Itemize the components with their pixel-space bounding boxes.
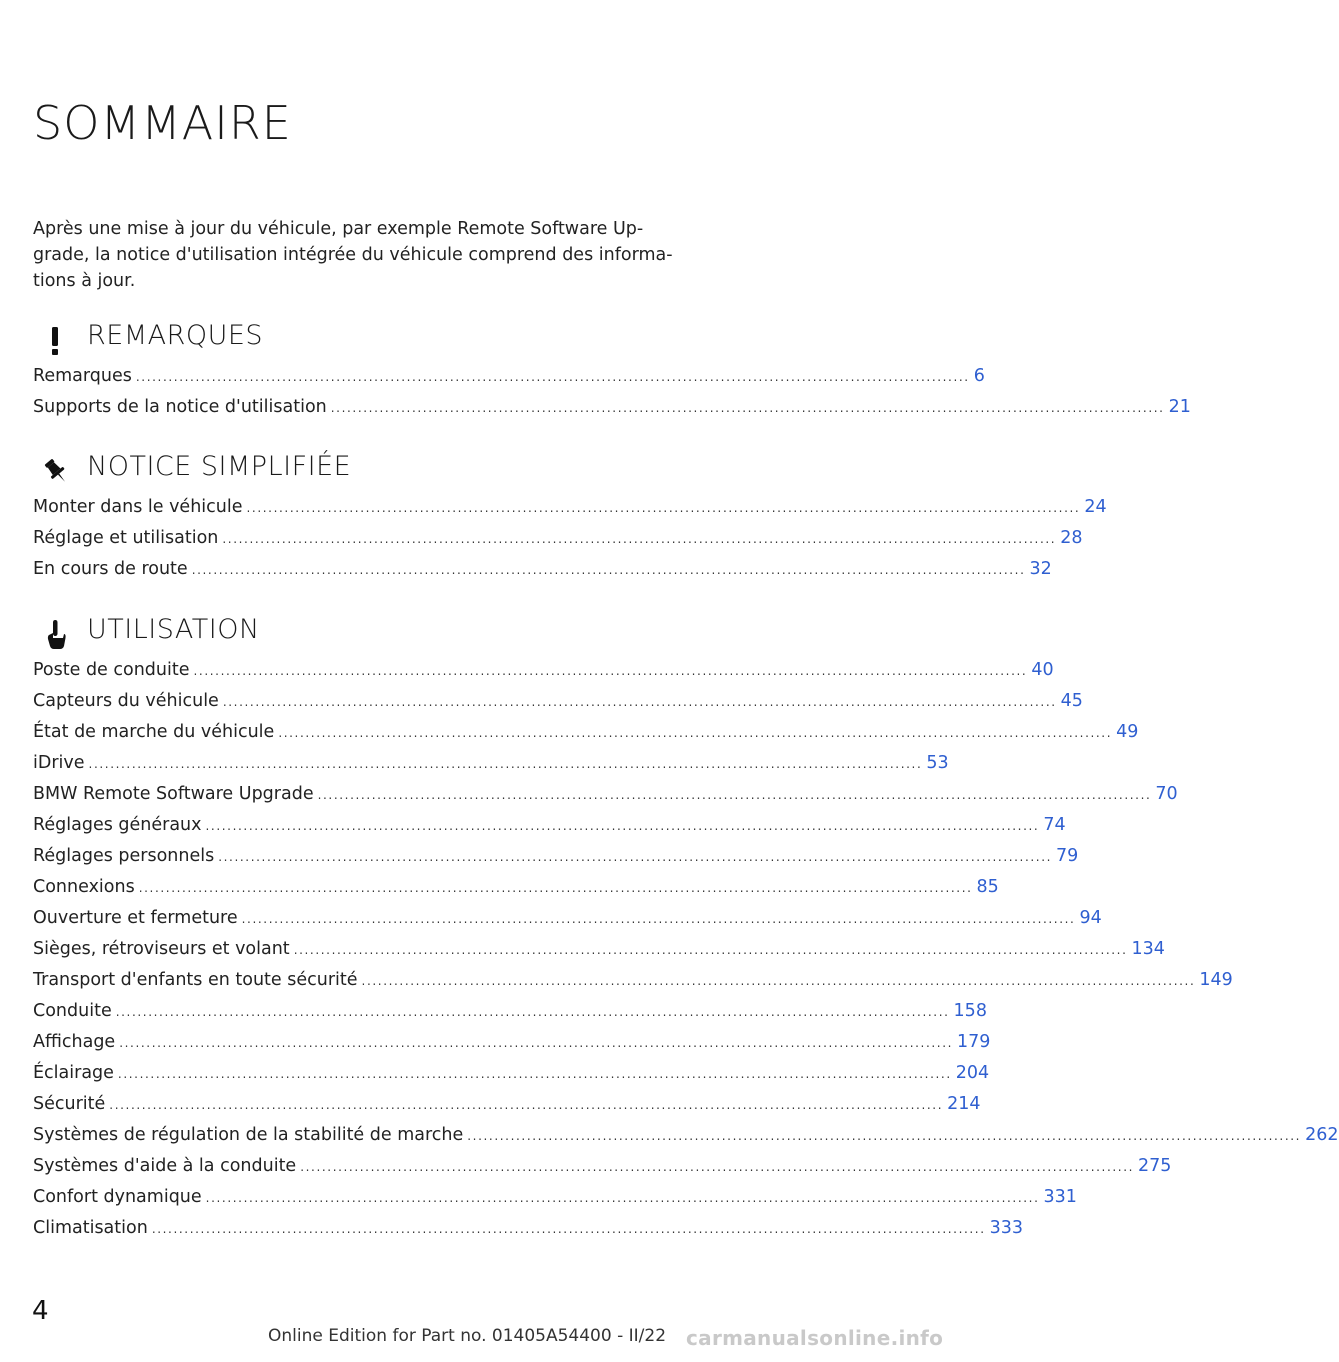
section-title: NOTICE SIMPLIFIÉE bbox=[87, 451, 352, 482]
dot-leader: .......................................................................................................................................................... bbox=[205, 819, 1040, 833]
toc-entry-label: Climatisation bbox=[33, 1218, 148, 1238]
toc-entry-label: Supports de la notice d'utilisation bbox=[33, 397, 327, 417]
watermark: carmanualsonline.info bbox=[686, 1326, 944, 1350]
pushpin-icon bbox=[41, 455, 71, 487]
section-heading bbox=[33, 449, 688, 493]
toc-entry[interactable] bbox=[33, 846, 1079, 877]
toc-entry-label: Connexions bbox=[33, 877, 135, 897]
toc-entry-label: Poste de conduite bbox=[33, 660, 190, 680]
toc-list bbox=[33, 366, 1191, 428]
toc-list bbox=[33, 497, 1107, 590]
toc-entry-label: État de marche du véhicule bbox=[33, 722, 275, 742]
toc-entry-label: Capteurs du véhicule bbox=[33, 691, 219, 711]
toc-entry-label: Éclairage bbox=[33, 1063, 114, 1083]
toc-page-link[interactable]: 53 bbox=[926, 753, 949, 773]
toc-entry-label: Monter dans le véhicule bbox=[33, 497, 243, 517]
dot-leader: .......................................................................................................................................................... bbox=[246, 501, 1081, 515]
dot-leader: .......................................................................................................................................................... bbox=[293, 943, 1128, 957]
toc-entry-label: Sécurité bbox=[33, 1094, 106, 1114]
dot-leader: .......................................................................................................................................................... bbox=[222, 695, 1057, 709]
dot-leader: .......................................................................................................................................................... bbox=[241, 912, 1076, 926]
toc-page-link[interactable]: 331 bbox=[1043, 1187, 1077, 1207]
dot-leader: .......................................................................................................................................................... bbox=[119, 1036, 954, 1050]
toc-entry-label: Réglage et utilisation bbox=[33, 528, 219, 548]
page-title: SOMMAIRE bbox=[33, 96, 292, 150]
dot-leader: .......................................................................................................................................................... bbox=[330, 401, 1165, 415]
dot-leader: .......................................................................................................................................................... bbox=[300, 1160, 1135, 1174]
dot-leader: .......................................................................................................................................................... bbox=[222, 532, 1057, 546]
toc-entry[interactable] bbox=[33, 1125, 1339, 1156]
toc-page-link[interactable]: 28 bbox=[1060, 528, 1083, 548]
toc-entry[interactable] bbox=[33, 1156, 1172, 1187]
intro-text: Après une mise à jour du véhicule, par exemple Remote Software Up-grade, la notice d'utilisation intégrée du véhicule comprend des informa-tions à jour. bbox=[33, 219, 673, 291]
toc-entry-label: Ouverture et fermeture bbox=[33, 908, 238, 928]
toc-entry[interactable] bbox=[33, 1187, 1077, 1218]
toc-page-link[interactable]: 149 bbox=[1199, 970, 1233, 990]
toc-entry-label: Systèmes d'aide à la conduite bbox=[33, 1156, 297, 1176]
section-title: REMARQUES bbox=[87, 320, 264, 351]
footer-edition: Online Edition for Part no. 01405A54400 - II/22 bbox=[268, 1326, 667, 1346]
toc-entry[interactable] bbox=[33, 1218, 1024, 1249]
toc-page-link[interactable]: 179 bbox=[957, 1032, 991, 1052]
toc-page-link[interactable]: 49 bbox=[1116, 722, 1139, 742]
dot-leader: .......................................................................................................................................................... bbox=[205, 1191, 1040, 1205]
dot-leader: .......................................................................................................................................................... bbox=[278, 726, 1113, 740]
pointing-hand-icon bbox=[41, 618, 71, 650]
toc-entry[interactable] bbox=[33, 722, 1139, 753]
page-number: 4 bbox=[32, 1296, 49, 1326]
toc-entry-label: Conduite bbox=[33, 1001, 112, 1021]
dot-leader: .......................................................................................................................................................... bbox=[88, 757, 923, 771]
toc-entry[interactable] bbox=[33, 815, 1066, 846]
section-title: UTILISATION bbox=[87, 614, 260, 645]
dot-leader: .......................................................................................................................................................... bbox=[151, 1222, 986, 1236]
toc-entry-label: Sièges, rétroviseurs et volant bbox=[33, 939, 290, 959]
section-notice-simplifiee bbox=[33, 449, 1107, 590]
toc-entry-label: Confort dynamique bbox=[33, 1187, 202, 1207]
toc-page-link[interactable]: 79 bbox=[1056, 846, 1079, 866]
toc-entry-label: Systèmes de régulation de la stabilité de marche bbox=[33, 1125, 464, 1145]
toc-entry-label: Affichage bbox=[33, 1032, 116, 1052]
toc-entry[interactable] bbox=[33, 366, 985, 397]
toc-page-link[interactable]: 158 bbox=[953, 1001, 987, 1021]
toc-page-link[interactable]: 70 bbox=[1155, 784, 1178, 804]
dot-leader: .......................................................................................................................................................... bbox=[191, 563, 1026, 577]
toc-entry[interactable] bbox=[33, 660, 1054, 691]
dot-leader: .......................................................................................................................................................... bbox=[193, 664, 1028, 678]
toc-entry-label: Réglages généraux bbox=[33, 815, 202, 835]
dot-leader: .......................................................................................................................................................... bbox=[218, 850, 1053, 864]
section-heading bbox=[33, 318, 688, 362]
toc-entry[interactable] bbox=[33, 1063, 990, 1094]
dot-leader: .......................................................................................................................................................... bbox=[467, 1129, 1302, 1143]
dot-leader: .......................................................................................................................................................... bbox=[361, 974, 1196, 988]
section-heading bbox=[33, 612, 688, 656]
section-remarques bbox=[33, 318, 1191, 428]
toc-entry[interactable] bbox=[33, 1032, 991, 1063]
toc-page-link[interactable]: 204 bbox=[955, 1063, 990, 1083]
toc-entry-label: Remarques bbox=[33, 366, 132, 386]
toc-entry[interactable] bbox=[33, 753, 949, 784]
toc-entry[interactable] bbox=[33, 1001, 987, 1032]
toc-entry-label: BMW Remote Software Upgrade bbox=[33, 784, 314, 804]
toc-page-link[interactable]: 74 bbox=[1043, 815, 1066, 835]
toc-page-link[interactable]: 45 bbox=[1060, 691, 1083, 711]
toc-page-link[interactable]: 40 bbox=[1031, 660, 1054, 680]
toc-page-link[interactable]: 32 bbox=[1029, 559, 1052, 579]
dot-leader: .......................................................................................................................................................... bbox=[117, 1067, 952, 1081]
toc-entry[interactable] bbox=[33, 691, 1083, 722]
dot-leader: .......................................................................................................................................................... bbox=[109, 1098, 944, 1112]
toc-page-link[interactable]: 6 bbox=[973, 366, 985, 386]
toc-entry[interactable] bbox=[33, 528, 1083, 559]
toc-entry[interactable] bbox=[33, 1094, 981, 1125]
toc-entry[interactable] bbox=[33, 908, 1102, 939]
dot-leader: .......................................................................................................................................................... bbox=[135, 370, 970, 384]
toc-page-link[interactable]: 94 bbox=[1079, 908, 1102, 928]
toc-page-link[interactable]: 21 bbox=[1168, 397, 1191, 417]
toc-entry[interactable] bbox=[33, 497, 1107, 528]
toc-entry[interactable] bbox=[33, 970, 1233, 1001]
toc-page-link[interactable]: 262 bbox=[1305, 1125, 1339, 1145]
toc-entry[interactable] bbox=[33, 939, 1165, 970]
toc-page-link[interactable]: 85 bbox=[976, 877, 999, 897]
toc-page-link[interactable]: 134 bbox=[1131, 939, 1165, 959]
toc-entry[interactable] bbox=[33, 559, 1052, 590]
toc-entry[interactable] bbox=[33, 397, 1191, 428]
exclamation-icon bbox=[41, 324, 71, 356]
toc-entry-label: iDrive bbox=[33, 753, 85, 773]
toc-page-link[interactable]: 275 bbox=[1138, 1156, 1172, 1176]
toc-page-link[interactable]: 333 bbox=[989, 1218, 1024, 1238]
toc-entry-label: Transport d'enfants en toute sécurité bbox=[33, 970, 358, 990]
toc-entry-label: Réglages personnels bbox=[33, 846, 215, 866]
toc-entry[interactable] bbox=[33, 877, 999, 908]
toc-page-link[interactable]: 24 bbox=[1084, 497, 1107, 517]
toc-list bbox=[33, 660, 1339, 1249]
section-utilisation bbox=[33, 612, 1339, 1249]
dot-leader: .......................................................................................................................................................... bbox=[115, 1005, 950, 1019]
dot-leader: .......................................................................................................................................................... bbox=[138, 881, 973, 895]
toc-entry-label: En cours de route bbox=[33, 559, 188, 579]
toc-entry[interactable] bbox=[33, 784, 1178, 815]
toc-page-link[interactable]: 214 bbox=[947, 1094, 981, 1114]
dot-leader: .......................................................................................................................................................... bbox=[317, 788, 1152, 802]
